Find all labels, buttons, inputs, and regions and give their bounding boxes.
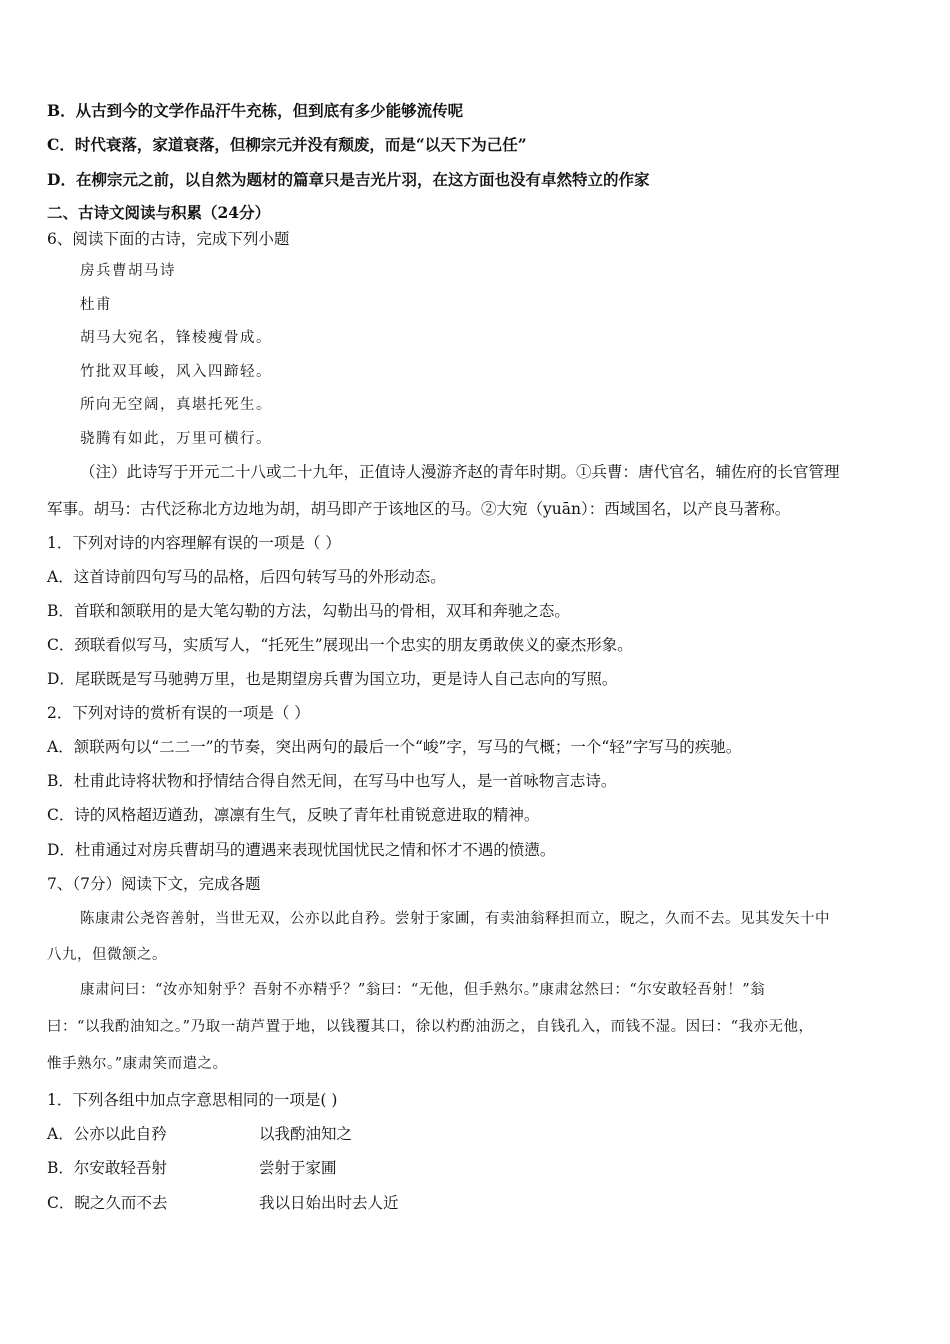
q6-prompt: 6、阅读下面的古诗，完成下列小题 [47,230,290,248]
poem-title: 房兵曹胡马诗 [80,263,176,279]
poem-line: 骁腾有如此，万里可横行。 [80,431,272,447]
q7-pair-c-left: C．睨之久而不去 [47,1194,168,1212]
poem-line: 竹批双耳峻，风入四蹄轻。 [80,364,272,380]
option-c: C．时代衰落，家道衰落，但柳宗元并没有颓废，而是“以天下为己任” [47,135,527,154]
q6-sub1-question: 1．下列对诗的内容理解有误的一项是（ ） [47,534,341,552]
q6-sub1-option-b: B．首联和颔联用的是大笔勾勒的方法，勾勒出马的骨相，双耳和奔驰之态。 [47,602,570,620]
q6-sub2-option-d: D．杜甫通过对房兵曹胡马的遭遇来表现忧国忧民之情和怀才不遇的愤懑。 [47,841,556,859]
q7-pair-a-right: 以我酌油知之 [259,1125,353,1143]
option-d: D．在柳宗元之前，以自然为题材的篇章只是吉光片羽，在这方面也没有卓然特立的作家 [47,170,650,189]
q6-sub1-option-a: A．这首诗前四句写马的品格，后四句转写马的外形动态。 [47,568,446,586]
passage-paragraph: 康肃问曰：“汝亦知射乎？吾射不亦精乎？”翁曰：“无他，但手熟尔。”康肃忿然曰：“尔安敢轻吾射！”翁 [80,982,766,998]
q6-sub1-option-d: D．尾联既是写马驰骋万里，也是期望房兵曹为国立功，更是诗人自己志向的写照。 [47,670,618,688]
poem-author: 杜甫 [80,297,112,313]
q7-pair-a-left: A．公亦以此自矜 [47,1125,167,1143]
poem-line: 所向无空阔，真堪托死生。 [80,397,272,413]
q7-pair-b-left: B．尔安敢轻吾射 [47,1159,167,1177]
passage-paragraph: 惟手熟尔。”康肃笑而遣之。 [47,1056,228,1072]
passage-paragraph: 曰：“以我酌油知之。”乃取一葫芦置于地，以钱覆其口，徐以杓酌油沥之，自钱孔入，而钱不湿。因曰：“我亦无他， [47,1019,814,1035]
option-b: B．从古到今的文学作品汗牛充栋，但到底有多少能够流传呢 [47,101,464,120]
q7-sub1-question: 1．下列各组中加点字意思相同的一项是( ) [47,1091,338,1109]
q6-sub1-option-c: C．颈联看似写马，实质写人，“托死生”展现出一个忠实的朋友勇敢侠义的豪杰形象。 [47,636,633,654]
passage-paragraph: 八九，但微颔之。 [47,947,167,963]
q6-sub2-option-a: A．颔联两句以“二二一”的节奏，突出两句的最后一个“峻”字，写马的气概；一个“轻”字写马的疾驰。 [47,738,742,756]
q6-sub2-option-c: C．诗的风格超迈遒劲，凛凛有生气，反映了青年杜甫锐意进取的精神。 [47,806,540,824]
q7-prompt: 7、（7分）阅读下文，完成各题 [47,875,261,893]
poem-note: （注）此诗写于开元二十八或二十九年，正值诗人漫游齐赵的青年时期。①兵曹：唐代官名，辅佐府的长官管理 [80,463,840,481]
q6-sub2-option-b: B．杜甫此诗将状物和抒情结合得自然无间，在写马中也写人，是一首咏物言志诗。 [47,772,617,790]
section-heading: 二、古诗文阅读与积累（24分） [47,203,271,222]
poem-line: 胡马大宛名，锋棱瘦骨成。 [80,330,272,346]
q7-pair-c-right: 我以日始出时去人近 [259,1194,399,1212]
passage-paragraph: 陈康肃公尧咨善射，当世无双，公亦以此自矜。尝射于家圃，有卖油翁释担而立，睨之，久而不去。见其发矢十中 [80,911,830,927]
q6-sub2-question: 2．下列对诗的赏析有误的一项是（ ） [47,704,310,722]
q7-pair-b-right: 尝射于家圃 [259,1159,337,1177]
poem-note: 军事。胡马：古代泛称北方边地为胡，胡马即产于该地区的马。②大宛（yuān）：西域国名，以产良马著称。 [47,500,791,518]
